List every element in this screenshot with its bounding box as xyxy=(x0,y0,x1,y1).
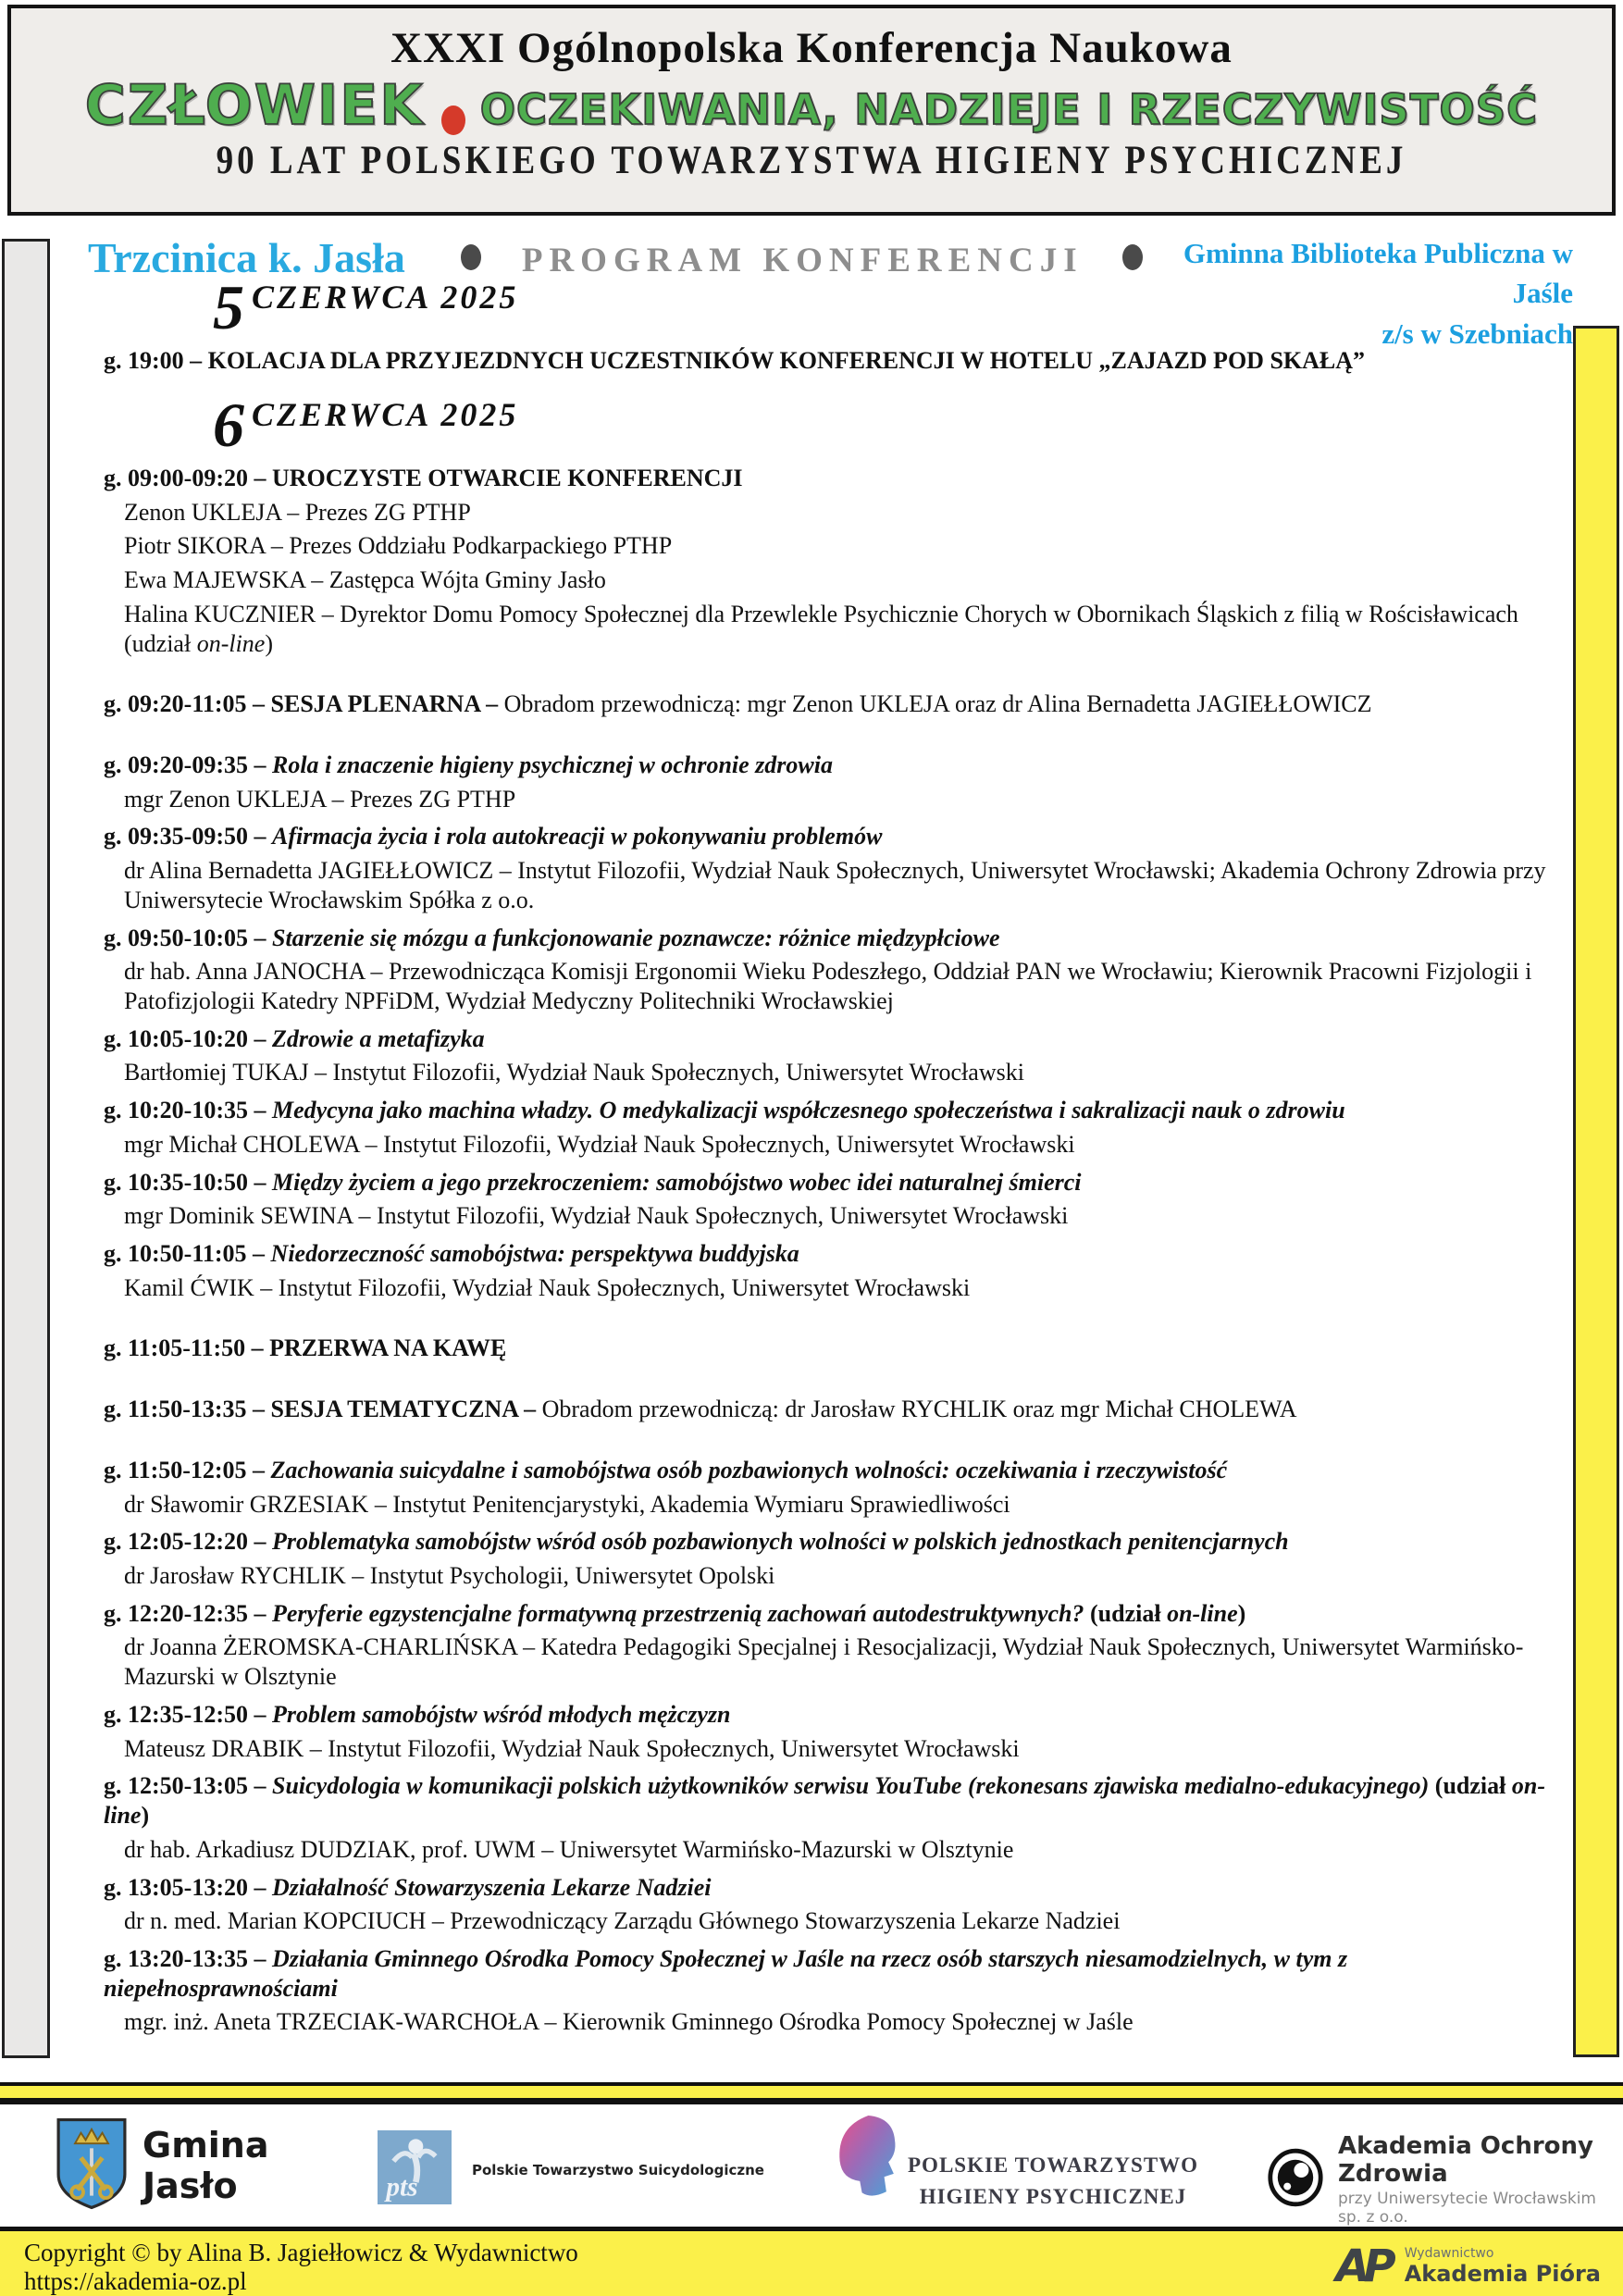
conference-series-title: XXXI Ogólnopolska Konferencja Naukowa xyxy=(390,24,1233,72)
pthp-head-icon xyxy=(828,2112,902,2213)
bullet-separator-icon xyxy=(1122,244,1143,270)
bottom-bar xyxy=(0,2227,1623,2296)
speaker-line: dr Jarosław RYCHLIK – Instytut Psychologii, Uniwersytet Opolski xyxy=(124,1562,775,1590)
day-heading xyxy=(213,390,1553,461)
program-item: g. 19:00 – KOLACJA DLA PRZYJEZDNYCH UCZESTNIKÓW KONFERENCJI W HOTELU „ZAJAZD POD SKAŁĄ” xyxy=(104,346,1366,374)
speaker-line: dr n. med. Marian KOPCIUCH – Przewodniczący Zarządu Głównego Stowarzyszenia Lekarze Nadziei xyxy=(124,1907,1121,1935)
speaker-line: mgr Michał CHOLEWA – Instytut Filozofii, Wydział Nauk Społecznych, Uniwersytet Wrocławski xyxy=(124,1130,1075,1158)
program-item: g. 11:50-13:35 – SESJA TEMATYCZNA – Obradom przewodniczą: dr Jarosław RYCHLIK oraz mgr Michał CHOLEWA xyxy=(104,1396,1297,1423)
right-margin-bar xyxy=(1573,326,1619,2057)
program-item: g. 12:20-12:35 – Peryferie egzystencjalne formatywną przestrzenią zachowań autodestruktywnych? (udział on-line) dr Joanna ŻEROMSKA-CHARLIŃSKA – Katedra Pedagogiki Specjalnej i Resocjalizacji, Wydział Nauk Społecznych, Uniwersytet Warmińsko-Mazurski w Olsztynie xyxy=(104,1599,1553,1692)
pts-square-icon xyxy=(378,2130,452,2209)
program-item: g. 11:05-11:50 – PRZERWA NA KAWĘ xyxy=(104,1334,507,1362)
speaker-line: mgr Dominik SEWINA – Instytut Filozofii, Wydział Nauk Społecznych, Uniwersytet Wrocławski xyxy=(124,1202,1069,1230)
akademia-piora-logo xyxy=(1335,2240,1601,2292)
pthp-logo xyxy=(828,2112,1198,2213)
location-label: Trzcinica k. Jasła xyxy=(88,234,405,281)
program-item: g. 09:35-09:50 – Afirmacja życia i rola autokreacji w pokonywaniu problemów dr Alina Bernadetta JAGIEŁŁOWICZ – Instytut Filozofii, Wydział Nauk Społecznych, Uniwersytet Wrocławski; Akademia Ochrony Zdrowia przy Uniwersytecie Wrocławskim Spółka z o.o. xyxy=(104,822,1553,914)
title-word-czlowiek: CZŁOWIEK xyxy=(84,73,425,138)
program-listing xyxy=(104,278,1553,2059)
program-item: g. 10:35-10:50 – Między życiem a jego przekroczeniem: samobójstwo wobec idei naturalnej śmierci mgr Dominik SEWINA – Instytut Filozofii, Wydział Nauk Społecznych, Uniwersytet Wrocławski xyxy=(104,1168,1553,1231)
gmina-jaslo-crest-icon xyxy=(56,2117,128,2215)
pts-logo xyxy=(378,2130,764,2209)
program-item: g. 11:50-12:05 – Zachowania suicydalne i samobójstwa osób pozbawionych wolności: oczekiwania i rzeczywistość dr Sławomir GRZESIAK – Instytut Penitencjarystyki, Akademia Wymiaru Sprawiedliwości xyxy=(104,1456,1553,1519)
speaker-line: mgr. inż. Aneta TRZECIAK-WARCHOŁA – Kierownik Gminnego Ośrodka Pomocy Społecznej w Jaśle xyxy=(124,2008,1134,2036)
speaker-line: dr hab. Anna JANOCHA – Przewodnicząca Komisji Ergonomii Wieku Podeszłego, Oddział PAN we Wrocławiu; Kierownik Pracowni Fizjologii i Patofizjologii Katedry NPFiDM, Wydział Medyczny Politechniki Wrocławskiej xyxy=(124,958,1532,1014)
speaker-line: Halina KUCZNIER – Dyrektor Domu Pomocy Społecznej dla Przewlekle Psychicznie Chorych w Obornikach Śląskich z filią w Rościsławicach (udział on-line) xyxy=(124,600,1518,657)
program-label: PROGRAM KONFERENCJI xyxy=(521,242,1084,279)
speaker-line: Zenon UKLEJA – Prezes ZG PTHP xyxy=(124,498,471,526)
program-item: g. 10:50-11:05 – Niedorzeczność samobójstwa: perspektywa buddyjska Kamil ĆWIK – Instytut Filozofii, Wydział Nauk Społecznych, Uniwersytet Wrocławski xyxy=(104,1239,1553,1302)
anniversary-line: 90 LAT POLSKIEGO TOWARZYSTWA HIGIENY PSYCHICZNEJ xyxy=(216,138,1407,183)
program-item: g. 10:05-10:20 – Zdrowie a metafizyka Bartłomiej TUKAJ – Instytut Filozofii, Wydział Nauk Społecznych, Uniwersytet Wrocławski xyxy=(104,1024,1553,1087)
ap-monogram-icon: AP xyxy=(1335,2240,1390,2292)
day-number: 6 xyxy=(213,390,244,461)
program-item: g. 13:20-13:35 – Działania Gminnego Ośrodka Pomocy Społecznej w Jaśle na rzecz osób starszych niesamodzielnych, w tym z niepełnosprawnościami mgr. inż. Aneta TRZECIAK-WARCHOŁA – Kierownik Gminnego Ośrodka Pomocy Społecznej w Jaśle xyxy=(104,1944,1553,2037)
program-item: g. 09:50-10:05 – Starzenie się mózgu a funkcjonowanie poznawcze: różnice międzypłciowe dr hab. Anna JANOCHA – Przewodnicząca Komisji Ergonomii Wieku Podeszłego, Oddział PAN we Wrocławiu; Kierownik Pracowni Fizjologii i Patofizjologii Katedry NPFiDM, Wydział Medyczny Politechniki Wrocławskiej xyxy=(104,924,1553,1016)
program-item: g. 12:05-12:20 – Problematyka samobójstw wśród osób pozbawionych wolności w polskich jednostkach penitencjarnych dr Jarosław RYCHLIK – Instytut Psychologii, Uniwersytet Opolski xyxy=(104,1527,1553,1590)
speaker-line: dr Alina Bernadetta JAGIEŁŁOWICZ – Instytut Filozofii, Wydział Nauk Społecznych, Uniwersytet Wrocławski; Akademia Ochrony Zdrowia przy Uniwersytecie Wrocławskim Spółka z o.o. xyxy=(124,857,1546,913)
conference-main-title xyxy=(11,73,1612,138)
left-margin-bar xyxy=(2,239,50,2058)
aoz-label: Akademia Ochrony Zdrowia przy Uniwersytecie Wrocławskim sp. z o.o. xyxy=(1338,2132,1596,2227)
day-date: CZERWCA 2025 xyxy=(252,396,519,434)
program-item: g. 12:35-12:50 – Problem samobójstw wśród młodych mężczyzn Mateusz DRABIK – Instytut Filozofii, Wydział Nauk Społecznych, Uniwersytet Wrocławski xyxy=(104,1700,1553,1763)
speaker-line: Kamil ĆWIK – Instytut Filozofii, Wydział Nauk Społecznych, Uniwersytet Wrocławski xyxy=(124,1273,971,1301)
red-dot-separator-icon xyxy=(441,105,465,135)
program-item: g. 13:05-13:20 – Działalność Stowarzyszenia Lekarze Nadziei dr n. med. Marian KOPCIUCH – Przewodniczący Zarządu Głównego Stowarzyszenia Lekarze Nadziei xyxy=(104,1873,1553,1936)
day-number: 5 xyxy=(213,278,244,342)
day-date: CZERWCA 2025 xyxy=(252,279,519,316)
yellow-divider-bar xyxy=(0,2082,1623,2104)
speaker-line: dr hab. Arkadiusz DUDZIAK, prof. UWM – Uniwersytet Warmińsko-Mazurski w Olsztynie xyxy=(124,1835,1014,1863)
day-heading xyxy=(213,278,1553,342)
gmina-jaslo-logo xyxy=(56,2117,269,2215)
pthp-label: POLSKIE TOWARZYSTWO HIGIENY PSYCHICZNEJ xyxy=(908,2153,1199,2208)
ap-label: Wydawnictwo Akademia Pióra xyxy=(1404,2246,1601,2287)
gmina-jaslo-label: Gmina Jasło xyxy=(142,2124,269,2206)
program-item: g. 12:50-13:05 – Suicydologia w komunikacji polskich użytkowników serwisu YouTube (rekonesans zjawiska medialno-edukacyjnego) (udział on-line) dr hab. Arkadiusz DUDZIAK, prof. UWM – Uniwersytet Warmińsko-Mazurski w Olsztynie xyxy=(104,1771,1553,1864)
pts-label: Polskie Towarzystwo Suicydologiczne xyxy=(472,2161,764,2178)
speaker-line: dr Sławomir GRZESIAK – Instytut Penitencjarystyki, Akademia Wymiaru Sprawiedliwości xyxy=(124,1490,1010,1518)
header xyxy=(7,5,1616,216)
copyright-text: Copyright © by Alina B. Jagiełłowicz & Wydawnictwo https://akademia-oz.pl xyxy=(24,2239,578,2296)
speaker-line: dr Joanna ŻEROMSKA-CHARLIŃSKA – Katedra Pedagogiki Specjalnej i Resocjalizacji, Wydział Nauk Społecznych, Uniwersytet Warmińsko-Mazurski w Olsztynie xyxy=(124,1633,1524,1691)
speaker-line: Piotr SIKORA – Prezes Oddziału Podkarpackiego PTHP xyxy=(124,532,673,560)
program-item: g. 10:20-10:35 – Medycyna jako machina władzy. O medykalizacji współczesnego społeczeństwa i sakralizacji nauk o zdrowiu mgr Michał CHOLEWA – Instytut Filozofii, Wydział Nauk Społecznych, Uniwersytet Wrocławski xyxy=(104,1096,1553,1159)
bullet-separator-icon xyxy=(461,244,481,270)
program-item: g. 09:00-09:20 – UROCZYSTE OTWARCIE KONFERENCJI Zenon UKLEJA – Prezes ZG PTHP Piotr SIKORA – Prezes Oddziału Podkarpackiego PTHP Ewa MAJEWSKA – Zastępca Wójta Gminy Jasło Halina KUCZNIER – Dyrektor Domu Pomocy Społecznej dla Przewlekle Psychicznie Chorych w Obornikach Śląskich z filią w Rościsławicach (udział on-line) xyxy=(104,464,1553,658)
anniversary-row xyxy=(11,138,1612,183)
speaker-line: Bartłomiej TUKAJ – Instytut Filozofii, Wydział Nauk Społecznych, Uniwersytet Wrocławski xyxy=(124,1059,1024,1086)
program-item: g. 09:20-09:35 – Rola i znaczenie higieny psychicznej w ochronie zdrowia mgr Zenon UKLEJA – Prezes ZG PTHP xyxy=(104,751,1553,813)
speaker-line: Ewa MAJEWSKA – Zastępca Wójta Gminy Jasło xyxy=(124,566,606,594)
title-subtitle: OCZEKIWANIA, NADZIEJE I RZECZYWISTOŚĆ xyxy=(479,85,1539,134)
speaker-line: Mateusz DRABIK – Instytut Filozofii, Wydział Nauk Społecznych, Uniwersytet Wrocławski xyxy=(124,1734,1020,1762)
aoz-eye-icon xyxy=(1266,2148,1325,2212)
svg-text:pts: pts xyxy=(386,2172,418,2203)
partner-logos-strip xyxy=(0,2104,1623,2227)
speaker-line: mgr Zenon UKLEJA – Prezes ZG PTHP xyxy=(124,785,516,813)
organizer-line1: Gminna Biblioteka Publiczna w Jaśle xyxy=(1183,237,1573,310)
aoz-logo xyxy=(1266,2132,1623,2227)
program-item: g. 09:20-11:05 – SESJA PLENARNA – Obradom przewodniczą: mgr Zenon UKLEJA oraz dr Alina Bernadetta JAGIEŁŁOWICZ xyxy=(104,690,1372,718)
organizer-line2: z/s w Szebniach xyxy=(1381,316,1573,350)
